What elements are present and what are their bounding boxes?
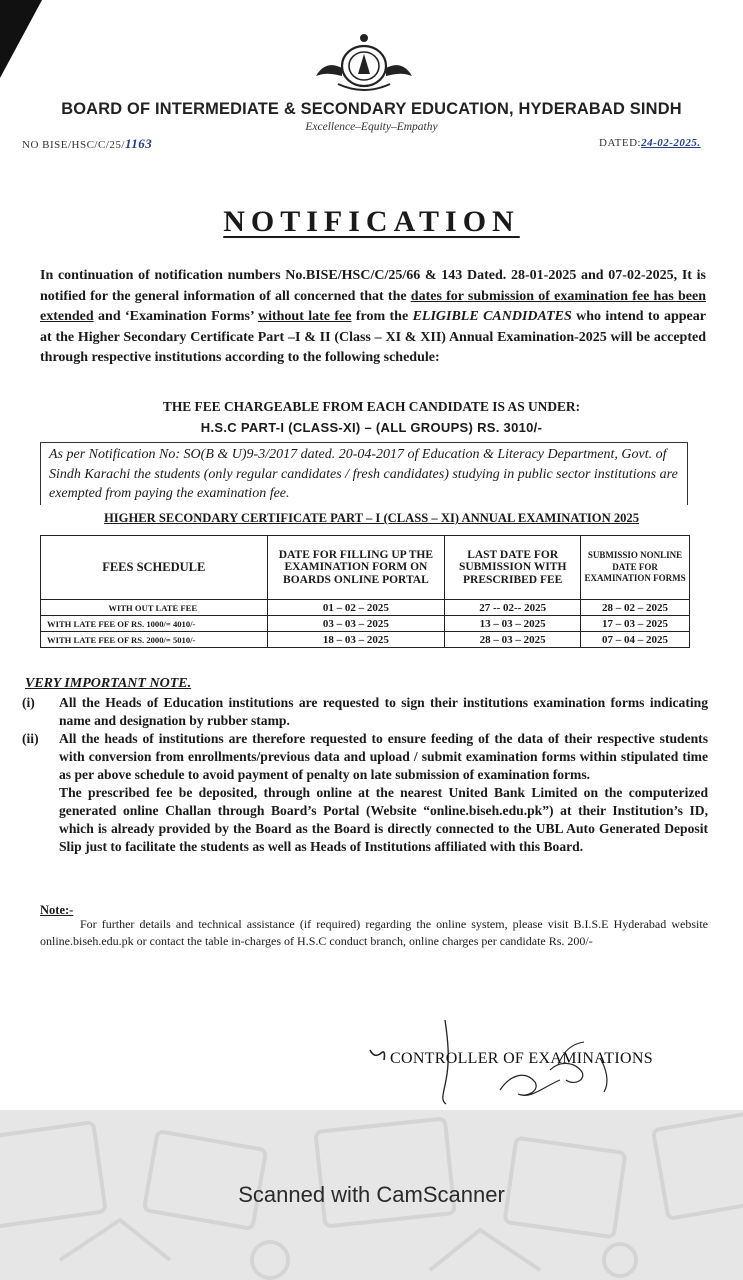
table-row [41,632,690,648]
row-last-date: 13 – 03 – 2025 [445,616,581,632]
row-last-date: 28 – 03 – 2025 [445,632,581,648]
notification-title: NOTIFICATION [223,205,520,238]
table-row [41,600,690,616]
table-header-row [41,536,690,600]
reference-handwritten-number: 1163 [124,136,153,151]
row-filling-date: 18 – 03 – 2025 [267,632,445,648]
scan-corner-shadow [0,0,42,78]
row-schedule: WITH LATE FEE OF RS. 1000/= 4010/- [41,616,268,632]
fee-schedule-table [40,535,690,648]
payment-paragraph: The prescribed fee be deposited, through online at the nearest United Bank Limited on the computerized generated online Challan through Board’s Portal (Website “online.biseh.edu.pk”) at their Institution’s ID, which is already provided by the Board as the Board is directly connected to the UBL Auto Generated Deposit Slip just to facilitate the students as well as Heads of Institutions affiliated with this Board. [59,785,708,854]
camscanner-watermark: Scanned with CamScanner [238,1182,505,1207]
row-online-date: 28 – 02 – 2025 [581,600,690,616]
list-item [22,730,708,784]
header-fees-schedule: FEES SCHEDULE [41,536,268,600]
schedule-table-title: HIGHER SECONDARY CERTIFICATE PART – I (CLASS – XI) ANNUAL EXAMINATION 2025 [103,511,640,525]
row-schedule: WITH LATE FEE OF RS. 2000/= 5010/- [41,632,268,648]
list-item [22,694,708,730]
signature-scribble-icon [360,1020,680,1120]
list-marker: (ii) [22,731,39,746]
row-online-date: 07 – 04 – 2025 [581,632,690,648]
table-row [41,616,690,632]
board-emblem-icon [312,32,416,96]
date-handwritten-value: 24-02-2025. [641,137,701,149]
intro-paragraph: In continuation of notification numbers No.BISE/HSC/C/25/66 & 143 Dated. 28-01-2025 and 07-02-2025, It is notified for the general information of all concerned that the dates for submission of examination fee has been extended and ‘Examination Forms’ without late fee from the ELIGIBLE CANDIDATES who intend to appear at the Higher Secondary Certificate Part –I & II (Class – XI & XII) Annual Examination-2025 will be accepted through respective institutions according to the following schedule: [40,268,706,366]
row-schedule: WITH OUT LATE FEE [41,600,268,616]
exemption-box: As per Notification No: SO(B & U)9-3/2017 dated. 20-04-2017 of Education & Literacy Department, Govt. of Sindh Karachi the students (only regular candidates / fresh candidates) studying in public sector institutions are exempted from paying the examination fee. [40,442,688,505]
header-last-date: LAST DATE FOR SUBMISSION WITH PRESCRIBED FEE [445,536,581,600]
list-item-text: All the heads of institutions are therefore requested to ensure feeding of the data of their respective students with conversion from enrollments/previous data and upload / submit examination forms within stipulated time as per above schedule to avoid payment of penalty on late submission of examination forms. [59,731,708,782]
row-online-date: 17 – 03 – 2025 [581,616,690,632]
row-filling-date: 03 – 03 – 2025 [267,616,445,632]
list-item-text: All the Heads of Education institutions are requested to sign their institutions examination forms indicating name and designation by rubber stamp. [59,695,708,728]
controller-signature-label: CONTROLLER OF EXAMINATIONS [390,1050,653,1067]
important-note-heading: VERY IMPORTANT NOTE. [25,676,192,691]
important-notes [22,694,708,856]
reference-prefix: NO BISE/HSC/C/25/ [22,139,125,151]
row-filling-date: 01 – 02 – 2025 [267,600,445,616]
list-marker: (i) [22,695,35,710]
note-label: Note:- [40,903,74,917]
board-motto: Excellence–Equity–Empathy [305,121,438,133]
date-line [599,137,701,149]
fee-heading: THE FEE CHARGEABLE FROM EACH CANDIDATE IS AS UNDER: [162,399,581,414]
row-last-date: 27 -- 02-- 2025 [445,600,581,616]
header-filling-date: DATE FOR FILLING UP THE EXAMINATION FORM ON BOARDS ONLINE PORTAL [267,536,445,600]
header-online-date: SUBMISSIO NONLINE DATE FOR EXAMINATION FORMS [581,536,690,600]
fee-amount-line: H.S.C PART-I (CLASS-XI) – (ALL GROUPS) RS. 3010/- [200,420,543,435]
note-text: For further details and technical assistance (if required) regarding the online system, please visit B.I.S.E Hyderabad website online.biseh.edu.pk or contact the table in-charges of H.S.C conduct branch, online charges per candidate Rs. 200/- [40,917,708,948]
date-label: DATED: [599,137,642,149]
board-title: BOARD OF INTERMEDIATE & SECONDARY EDUCATION, HYDERABAD SINDH [61,100,682,118]
reference-number [22,136,152,152]
